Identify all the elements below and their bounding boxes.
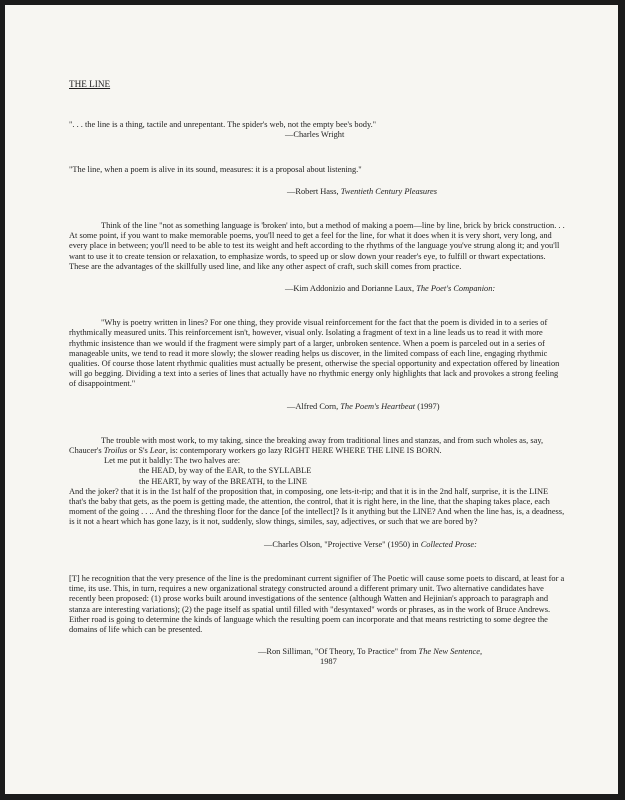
olson-let-me: Let me put it baldly: The two halves are: bbox=[104, 456, 241, 466]
quote-silliman: [T] he recognition that the very presence of the line is the predominant current signifier of The Poetic will cause some poets to discard, at least for a time, its use. This, in turn, requires a new organizational strategy constructed around a different primary unit. Two alternative candidates have recently been proposed: (1) prose works built around investigations of the sentence (although Watten and Hejinian's approach to paragraph and stanza are interesting variations); (2) the page itself as spatial until filled with "desyntaxed" words or phrases, as in the work of Bruce Andrews. Either road is going to determine the kinds of language which the resulting poem can incorporate and that means restricting to some degree the domains of life which can be presented. bbox=[69, 573, 565, 634]
olson-rest: And the joker? that it is in the 1st half of the proposition that, in composing, one lets-it-rip; and that it is in the 2nd half, surprise, it is the LINE that's the baby that gets, as the poem is getting made, the attention, the control, that it is right here, in the line, that the shaping takes place, each moment of the going . . .. And the threshing floor for the dance [of the intellect]? Is it anything but the LINE? And when the line has, is, a deadness, is it not a heart which has gone lazy, is it not, suddenly, slow things, similes, say, adjectives, or such that we are bored by? bbox=[69, 486, 565, 527]
attribution-corn: —Alfred Corn, The Poem's Heartbeat (1997) bbox=[287, 401, 440, 411]
olson-half-2: the HEART, by way of the BREATH, to the LINE bbox=[139, 476, 307, 486]
page-title: THE LINE bbox=[69, 79, 111, 89]
attribution-silliman-year: 1987 bbox=[320, 657, 337, 667]
olson-half-1: the HEAD, by way of the EAR, to the SYLLABLE bbox=[139, 466, 312, 476]
attribution-silliman: —Ron Silliman, "Of Theory, To Practice" from The New Sentence, bbox=[258, 647, 483, 657]
quote-wright: ". . . the line is a thing, tactile and unrepentant. The spider's web, not the empty bee's body." bbox=[69, 120, 377, 130]
attribution-addonizio-laux: —Kim Addonizio and Dorianne Laux, The Poet's Companion: bbox=[285, 284, 496, 294]
attribution-olson: —Charles Olson, "Projective Verse" (1950) in Collected Prose: bbox=[264, 539, 477, 549]
quote-corn: "Why is poetry written in lines? For one thing, they provide visual reinforcement for the fact that the poem is divided in to a series of rhythmically measured units. This reinforcement isn't, however, visual only. Isolating a fragment of text in a line leads us to read it with more rhythmic insistence than we would if the fragment were simply part of a larger, unbroken sentence. When a poem is parceled out in a series of manageable units, we tend to read it more slowly; the slower reading helps us discover, in the limited compass of each line, engaging rhythmic qualities. Of course those latent rhythmic qualities must actually be present, otherwise the special opportunity and expectation offered by lineation will go begging. Dividing a text into a series of lines that actually have no rhythmic energy only highlights that lack and provokes a strong feeling of disappointment." bbox=[69, 318, 560, 389]
quote-hass: "The line, when a poem is alive in its sound, measures: it is a proposal about listening." bbox=[69, 164, 362, 174]
attribution-hass: —Robert Hass, Twentieth Century Pleasures bbox=[287, 186, 438, 196]
attribution-wright: —Charles Wright bbox=[285, 130, 345, 140]
quote-addonizio-laux: Think of the line "not as something language is 'broken' into, but a method of making a poem—line by line, brick by brick construction. . . At some point, if you want to make memorable poems, you'll need to get a feel for the line, for what it does when it is very short, very long, and every place in between; you'll need to be able to test its weight and heft according to the rhythms of the language you've strung along it; and you'll want to use it to create tension or relaxation, to emphasize words, to speed up or slow down your reader's eye, to fulfill or thwart expectations. These are the advantages of the skillfully used line, and like any other aspect of craft, such skill comes from practice. bbox=[69, 221, 565, 271]
document-page bbox=[5, 5, 618, 794]
quote-olson: The trouble with most work, to my taking, since the breaking away from traditional lines and stanzas, and from such wholes as, say, Chaucer's Troilus or S's Lear, is: contemporary workers go lazy RIGHT HERE WHERE THE LINE IS BORN. bbox=[69, 435, 544, 456]
